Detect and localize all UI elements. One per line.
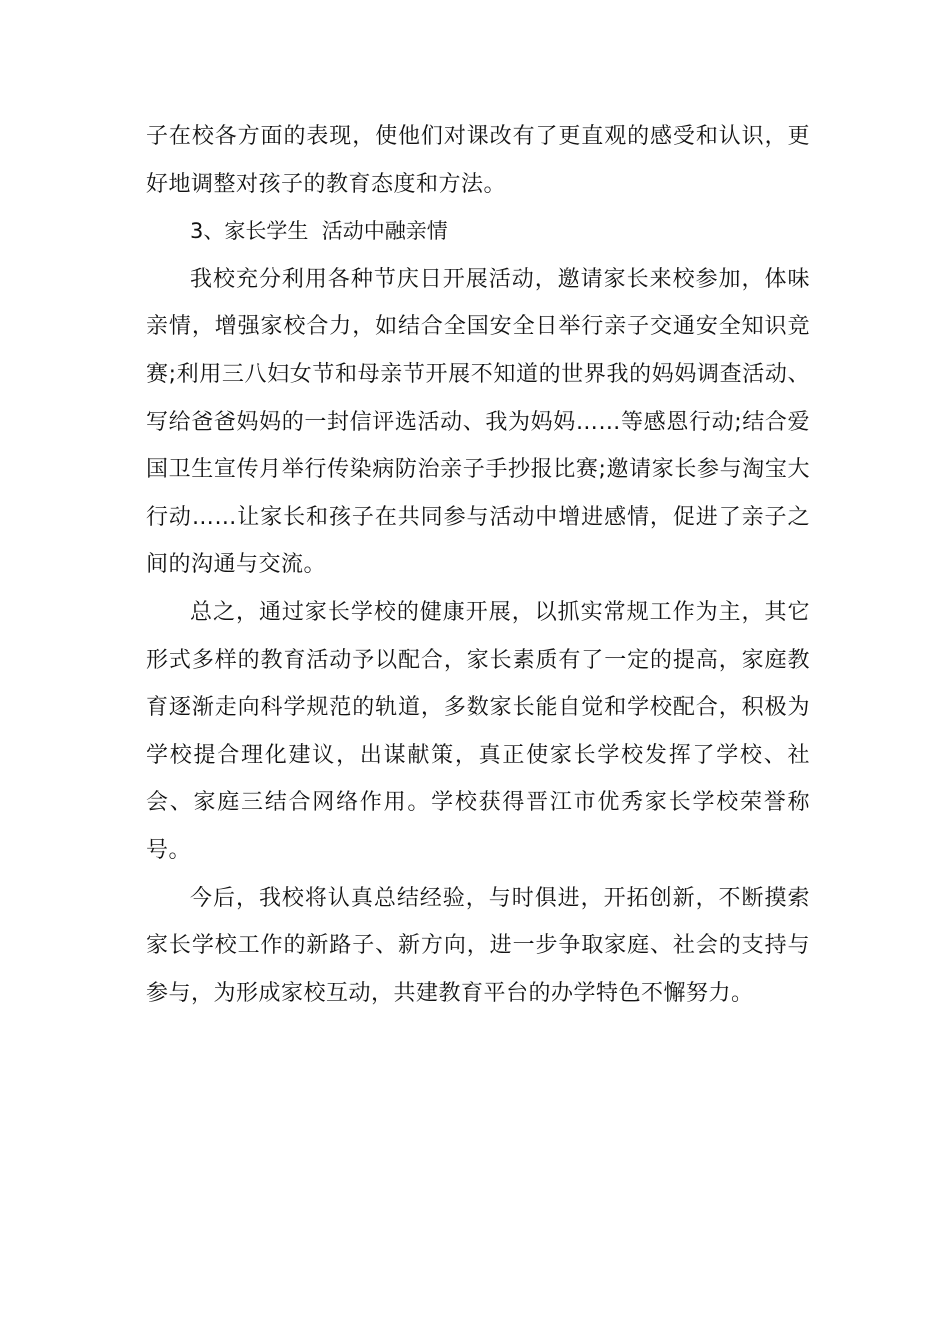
activities-paragraph: 我校充分利用各种节庆日开展活动，邀请家长来校参加，体味亲情，增强家校合力，如结合全国安全日举行亲子交通安全知识竞赛;利用三八妇女节和母亲节开展不知道的世界我的妈妈调查活动、写给爸爸妈妈的一封信评选活动、我为妈妈……等感恩行动;结合爱国卫生宣传月举行传染病防治亲子手抄报比赛;邀请家长参与淘宝大行动……让家长和孩子在共同参与活动中增进感情，促进了亲子之间的沟通与交流。: [146, 266, 810, 578]
document-body: [146, 113, 810, 1017]
future-paragraph: 今后，我校将认真总结经验，与时俱进，开拓创新，不断摸索家长学校工作的新路子、新方向，进一步争取家庭、社会的支持与参与，为形成家校互动，共建教育平台的办学特色不懈努力。: [146, 885, 810, 1006]
summary-paragraph: 总之，通过家长学校的健康开展，以抓实常规工作为主，其它形式多样的教育活动予以配合，家长素质有了一定的提高，家庭教育逐渐走向科学规范的轨道，多数家长能自觉和学校配合，积极为学校提合理化建议，出谋献策，真正使家长学校发挥了学校、社会、家庭三结合网络作用。学校获得晋江市优秀家长学校荣誉称号。: [146, 599, 810, 863]
section-heading: 3、家长学生 活动中融亲情: [190, 219, 448, 244]
continuation-paragraph: 子在校各方面的表现，使他们对课改有了更直观的感受和认识，更好地调整对孩子的教育态度和方法。: [146, 124, 810, 197]
